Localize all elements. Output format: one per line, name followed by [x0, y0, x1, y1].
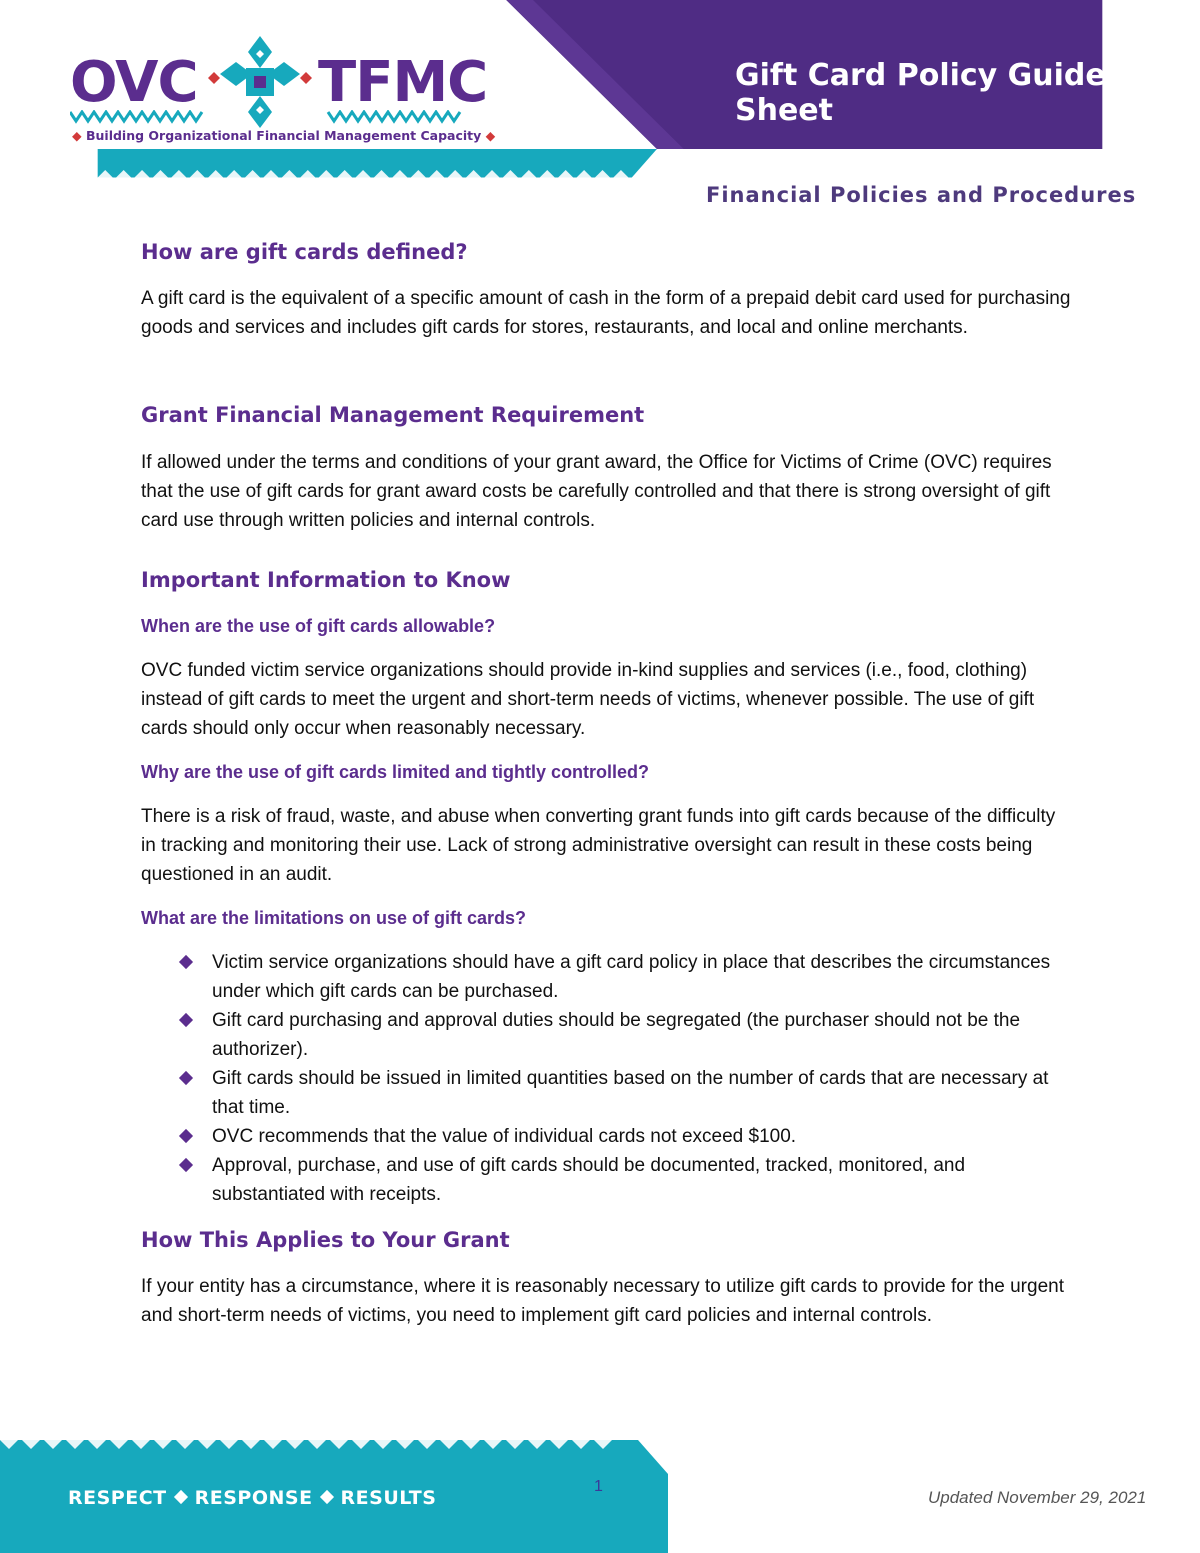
paragraph-applies: If your entity has a circumstance, where it is reasonably necessary to utilize gift cards to provide for the urgent and short-term needs of victims, you need to implement gift card policies and internal controls. [141, 1276, 1064, 1326]
diamond-bullet-icon [179, 1013, 193, 1027]
page-number: 1 [594, 1478, 603, 1495]
heading-important: Important Information to Know [141, 568, 511, 592]
heading-requirement: Grant Financial Management Requirement [141, 403, 645, 427]
page-subtitle: Financial Policies and Procedures [706, 183, 1137, 207]
heading-allowable: When are the use of gift cards allowable? [141, 616, 496, 636]
list-item: Victim service organizations should have a gift card policy in place that describes the circumstances under which gift cards can be purchased. [141, 948, 1071, 1006]
list-item: OVC recommends that the value of individual cards not exceed $100. [141, 1122, 1071, 1151]
heading-limited: Why are the use of gift cards limited and tightly controlled? [141, 762, 650, 782]
tagline-diamond-left-icon: ◆ [72, 128, 82, 143]
diamond-bullet-icon [179, 955, 193, 969]
paragraph-defined: A gift card is the equivalent of a specific amount of cash in the form of a prepaid debit card used for purchasing goods and services and includes gift cards for stores, restaurants, and local and online merchants. [141, 288, 1071, 338]
footer-motto: RESPECT RESPONSE RESULTS [68, 1487, 437, 1509]
heading-limitations: What are the limitations on use of gift cards? [141, 908, 527, 928]
heading-defined: How are gift cards defined? [141, 240, 468, 264]
diamond-bullet-icon [179, 1129, 193, 1143]
logo-tagline: ◆ Building Organizational Financial Management Capacity ◆ [72, 128, 496, 143]
list-item: Gift cards should be issued in limited quantities based on the number of cards that are necessary at that time. [141, 1064, 1071, 1122]
diamond-bullet-icon [179, 1158, 193, 1172]
paragraph-allowable: OVC funded victim service organizations should provide in-kind supplies and services (i.e., food, clothing) instead of gift cards to meet the urgent and short-term needs of victims, whenever possible. The use of gift cards should only occur when reasonably necessary. [141, 660, 1035, 739]
paragraph-limited: There is a risk of fraud, waste, and abuse when converting grant funds into gift cards because of the difficulty in tracking and monitoring their use. Lack of strong administrative oversight can result in these costs being questioned in an audit. [141, 806, 1056, 885]
list-item: Gift card purchasing and approval duties should be segregated (the purchaser should not be the authorizer). [141, 1006, 1071, 1064]
motto-diamond-icon [319, 1490, 333, 1504]
tagline-diamond-right-icon: ◆ [485, 128, 496, 143]
motto-diamond-icon [174, 1490, 188, 1504]
diamond-bullet-icon [179, 1071, 193, 1085]
heading-applies: How This Applies to Your Grant [141, 1228, 510, 1252]
page-title: Gift Card Policy Guide Sheet [735, 58, 1106, 128]
logo-ovc: OVC [70, 50, 198, 115]
paragraph-requirement: If allowed under the terms and conditions of your grant award, the Office for Victims of Crime (OVC) requires that the use of gift cards for grant award costs be carefully controlled and that there is strong oversight of gift card use through written policies and internal controls. [141, 452, 1052, 531]
limitations-list [141, 948, 1071, 1209]
logo-tfmc: TFMC [318, 50, 488, 115]
list-item: Approval, purchase, and use of gift cards should be documented, tracked, monitored, and substantiated with receipts. [141, 1151, 1071, 1209]
logo-zigzag [70, 110, 470, 124]
updated-date: Updated November 29, 2021 [928, 1488, 1147, 1507]
